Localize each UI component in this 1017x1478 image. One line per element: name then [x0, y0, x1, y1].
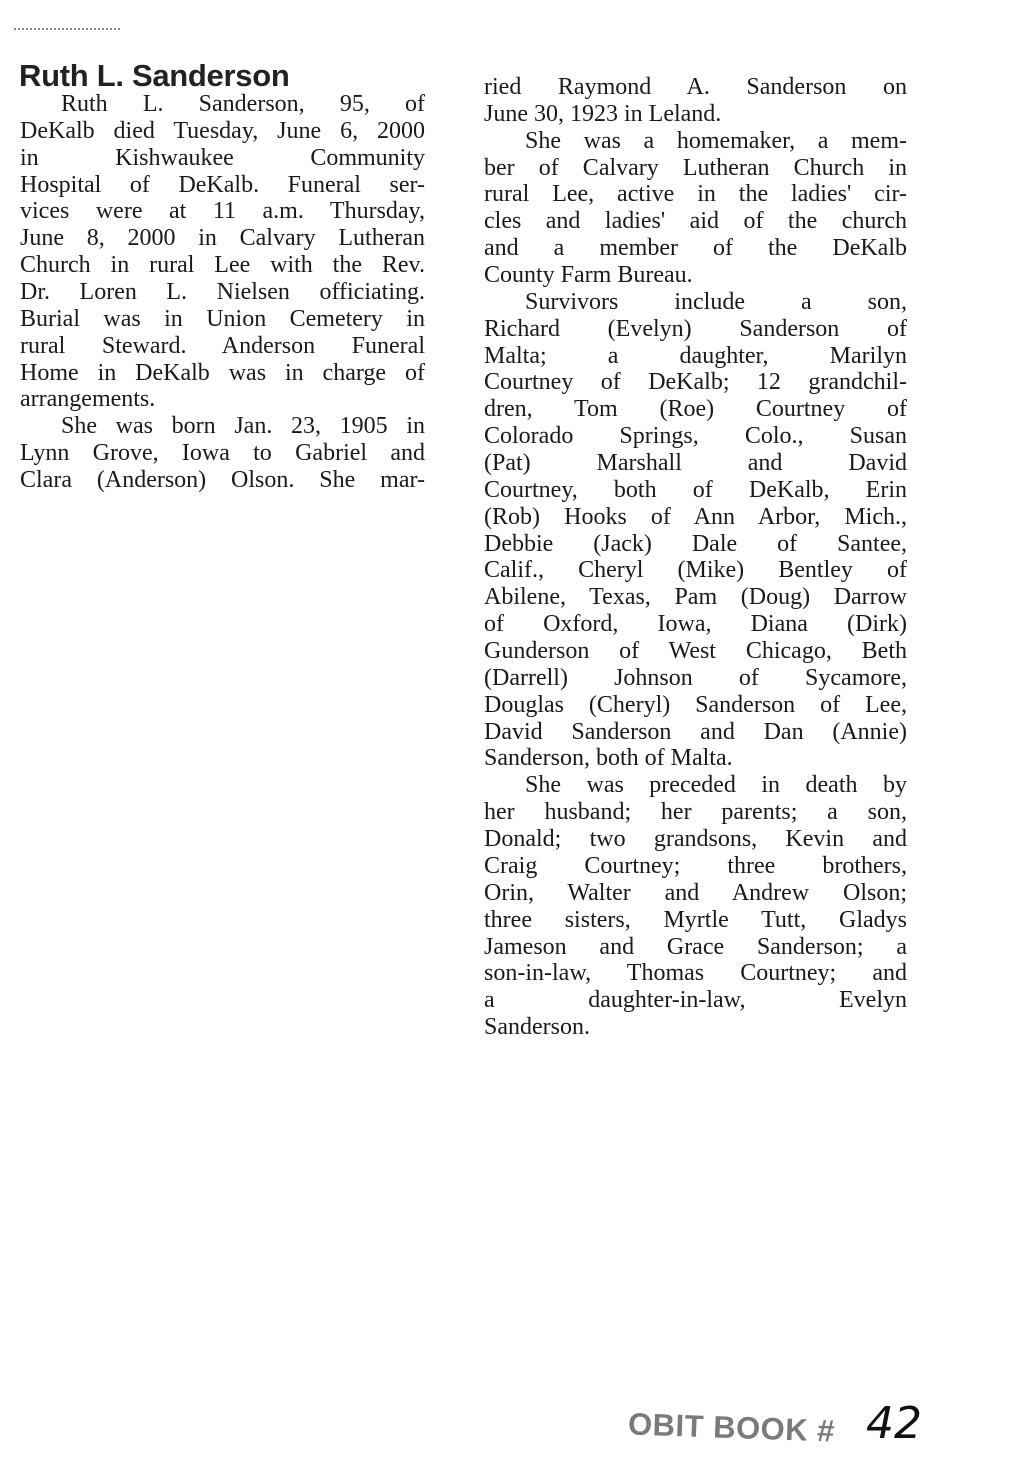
text-line: DeKalb died Tuesday, June 6, 2000 [20, 117, 425, 144]
text-line: She was a homemaker, a mem- [525, 127, 907, 154]
text-line: dren, Tom (Roe) Courtney of [484, 396, 907, 423]
text-line: Orin, Walter and Andrew Olson; [484, 879, 907, 906]
text-line: rural Steward. Anderson Funeral [20, 332, 425, 359]
text-line: Survivors include a son, [525, 288, 907, 315]
text-line: Sanderson. [484, 1014, 590, 1041]
text-line: Lynn Grove, Iowa to Gabriel and [20, 440, 425, 467]
text-line: ber of Calvary Lutheran Church in [484, 154, 907, 181]
text-line: Gunderson of West Chicago, Beth [484, 638, 907, 665]
text-line: Douglas (Cheryl) Sanderson of Lee, [484, 691, 907, 718]
text-line: Home in DeKalb was in charge of [20, 359, 425, 386]
obit-book-stamp: OBIT BOOK # [627, 1406, 836, 1449]
text-line: Calif., Cheryl (Mike) Bentley of [484, 557, 907, 584]
text-line: (Pat) Marshall and David [484, 450, 907, 477]
text-line: David Sanderson and Dan (Annie) [484, 718, 907, 745]
text-line: cles and ladies' aid of the church [484, 208, 907, 235]
text-line: Malta; a daughter, Marilyn [484, 342, 907, 369]
text-line: her husband; her parents; a son, [484, 799, 907, 826]
obituary-title: Ruth L. Sanderson [19, 58, 290, 93]
text-line: and a member of the DeKalb [484, 235, 907, 262]
left-column [20, 91, 425, 494]
paragraph [484, 289, 907, 772]
text-line: three sisters, Myrtle Tutt, Gladys [484, 906, 907, 933]
text-line: Burial was in Union Cemetery in [20, 305, 425, 332]
text-line: Craig Courtney; three brothers, [484, 852, 907, 879]
text-line: Hospital of DeKalb. Funeral ser- [20, 171, 425, 198]
text-line: son-in-law, Thomas Courtney; and [484, 960, 907, 987]
text-line: Dr. Loren L. Nielsen officiating. [20, 279, 425, 306]
text-line: Abilene, Texas, Pam (Doug) Darrow [484, 584, 907, 611]
text-line: a daughter-in-law, Evelyn [484, 987, 907, 1014]
text-line: Debbie (Jack) Dale of Santee, [484, 530, 907, 557]
text-line: Donald; two grandsons, Kevin and [484, 826, 907, 853]
text-line: Sanderson, both of Malta. [484, 745, 733, 772]
text-line: Courtney, both of DeKalb, Erin [484, 476, 907, 503]
text-line: Richard (Evelyn) Sanderson of [484, 315, 907, 342]
text-line: rural Lee, active in the ladies' cir- [484, 181, 907, 208]
text-line: vices were at 11 a.m. Thursday, [20, 198, 425, 225]
paragraph [20, 413, 425, 494]
text-line: Ruth L. Sanderson, 95, of [61, 91, 425, 117]
text-line: in Kishwaukee Community [20, 144, 425, 171]
handwritten-book-number: 42 [866, 1398, 922, 1449]
paragraph [484, 772, 907, 1041]
text-line: She was born Jan. 23, 1905 in [61, 413, 425, 440]
scan-smudge [14, 28, 120, 33]
text-line: County Farm Bureau. [484, 262, 693, 289]
text-line: arrangements. [20, 386, 156, 413]
text-line: ried Raymond A. Sanderson on [484, 74, 907, 100]
text-line: Clara (Anderson) Olson. She mar- [20, 467, 425, 494]
paragraph [20, 91, 425, 413]
text-line: June 30, 1923 in Leland. [484, 100, 722, 127]
text-line: June 8, 2000 in Calvary Lutheran [20, 225, 425, 252]
text-line: She was preceded in death by [525, 772, 907, 799]
paragraph [484, 74, 907, 128]
text-line: of Oxford, Iowa, Diana (Dirk) [484, 611, 907, 638]
right-column [484, 74, 907, 1041]
text-line: (Darrell) Johnson of Sycamore, [484, 664, 907, 691]
text-line: (Rob) Hooks of Ann Arbor, Mich., [484, 503, 907, 530]
text-line: Church in rural Lee with the Rev. [20, 252, 425, 279]
paragraph [484, 128, 907, 289]
text-line: Courtney of DeKalb; 12 grandchil- [484, 369, 907, 396]
text-line: Jameson and Grace Sanderson; a [484, 933, 907, 960]
text-line: Colorado Springs, Colo., Susan [484, 423, 907, 450]
